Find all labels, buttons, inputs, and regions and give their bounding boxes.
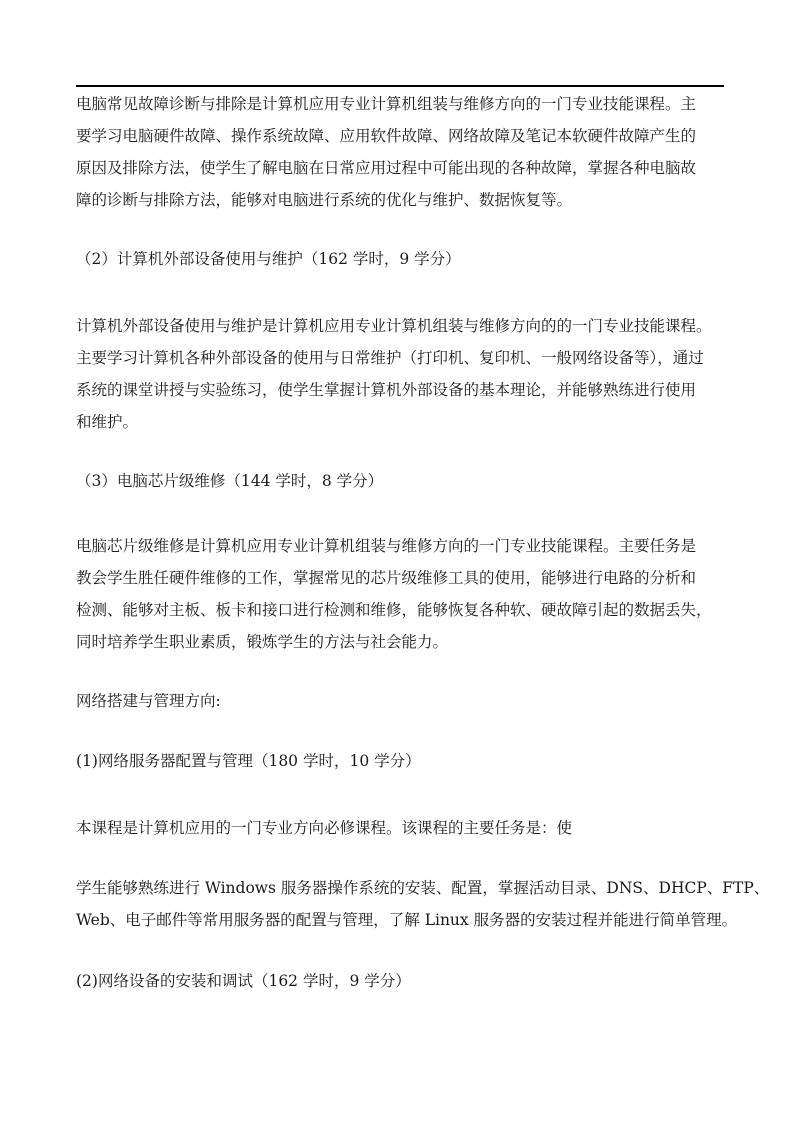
text-line: 同时培养学生职业素质，锻炼学生的方法与社会能力。 [76, 633, 449, 651]
text-line: 电脑芯片级维修是计算机应用专业计算机组装与维修方向的一门专业技能课程。主要任务是 [76, 537, 697, 555]
text-line: 学生能够熟练进行 Windows 服务器操作系统的安装、配置，掌握活动目录、DNS、DHCP、FTP、 [76, 879, 770, 897]
text-line: 计算机外部设备使用与维护是计算机应用专业计算机组装与维修方向的的一门专业技能课程。 [76, 317, 712, 335]
text-line: （2）计算机外部设备使用与维护（162 学时，9 学分） [76, 250, 461, 268]
text-line: 电脑常见故障诊断与排除是计算机应用专业计算机组装与维修方向的一门专业技能课程。主 [76, 95, 697, 113]
text-line: 系统的课堂讲授与实验练习，使学生掌握计算机外部设备的基本理论，并能够熟练进行使用 [76, 381, 697, 399]
text-line: 要学习电脑硬件故障、操作系统故障、应用软件故障、网络故障及笔记本软硬件故障产生的 [76, 127, 697, 145]
text-line: 本课程是计算机应用的一门专业方向必修课程。该课程的主要任务是：使 [76, 819, 573, 837]
text-line: 检测、能够对主板、板卡和接口进行检测和维修，能够恢复各种软、硬故障引起的数据丢失， [76, 601, 712, 619]
text-line: 教会学生胜任硬件维修的工作，掌握常见的芯片级维修工具的使用，能够进行电路的分析和 [76, 569, 697, 587]
heading-network-direction [76, 685, 736, 717]
paragraph-peripheral-devices [76, 310, 736, 438]
text-line: 主要学习计算机各种外部设备的使用与日常维护（打印机、复印机、一般网络设备等），通过 [76, 349, 704, 367]
paragraph-server-intro [76, 812, 736, 844]
text-line: (2)网络设备的安装和调试（162 学时，9 学分） [76, 972, 411, 990]
text-line: 原因及排除方法，使学生了解电脑在日常应用过程中可能出现的各种故障，掌握各种电脑故 [76, 159, 697, 177]
text-line: 和维护。 [76, 413, 139, 431]
text-line: Web、电子邮件等常用服务器的配置与管理，了解 Linux 服务器的安装过程并能进行简单管理。 [76, 911, 738, 929]
heading-peripheral-devices [76, 243, 736, 275]
text-line: 障的诊断与排除方法，能够对电脑进行系统的优化与维护、数据恢复等。 [76, 191, 573, 209]
text-line: (1)网络服务器配置与管理（180 学时，10 学分） [76, 752, 421, 770]
text-line: 网络搭建与管理方向: [76, 692, 221, 710]
text-line: （3）电脑芯片级维修（144 学时，8 学分） [76, 472, 384, 490]
header-rule [76, 85, 724, 87]
heading-server-config [76, 745, 736, 777]
paragraph-chip-repair [76, 530, 736, 658]
paragraph-server-tasks [76, 872, 770, 936]
heading-chip-repair [76, 465, 736, 497]
heading-network-devices [76, 965, 736, 997]
paragraph-fault-diagnosis [76, 88, 736, 216]
